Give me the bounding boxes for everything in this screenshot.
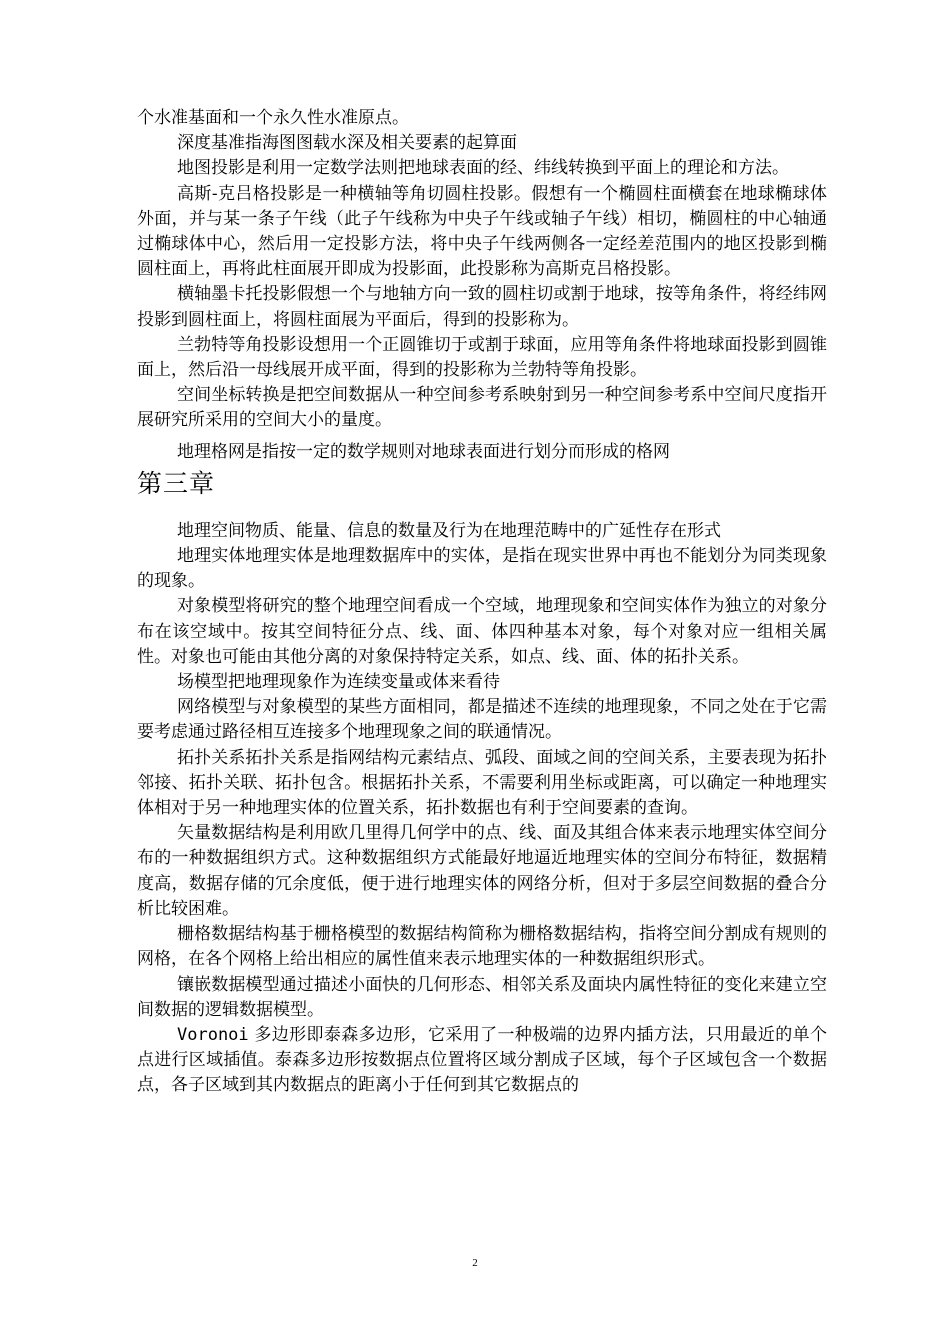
page-body [137, 106, 827, 1099]
paragraph: 地图投影是利用一定数学法则把地球表面的经、纬线转换到平面上的理论和方法。 [177, 158, 789, 179]
paragraph: 地理实体地理实体是地理数据库中的实体，是指在现实世界中再也不能划分为同类现象的现象。 [137, 546, 827, 592]
paragraph: 空间坐标转换是把空间数据从一种空间参考系映射到另一种空间参考系中空间尺度指开展研究所采用的空间大小的量度。 [137, 385, 827, 431]
paragraph: 横轴墨卡托投影假想一个与地轴方向一致的圆柱切或割于地球，按等角条件，将经纬网投影到圆柱面上，将圆柱面展为平面后，得到的投影称为。 [137, 284, 827, 330]
paragraph: 兰勃特等角投影设想用一个正圆锥切于或割于球面，应用等角条件将地球面投影到圆锥面上，然后沿一母线展开成平面，得到的投影称为兰勃特等角投影。 [137, 334, 827, 381]
paragraph: 地理空间物质、能量、信息的数量及行为在地理范畴中的广延性存在形式 [177, 520, 721, 541]
voronoi-term: Voronoi [177, 1024, 249, 1045]
paragraph: 矢量数据结构是利用欧几里得几何学中的点、线、面及其组合体来表示地理实体空间分布的一种数据组织方式。这种数据组织方式能最好地逼近地理实体的空间分布特征，数据精度高，数据存储的冗余度低，便于进行地理实体的网络分析，但对于多层空间数据的叠合分析比较困难。 [137, 823, 827, 919]
paragraph: 高斯-克吕格投影是一种横轴等角切圆柱投影。假想有一个椭圆柱面横套在地球椭球体外面，并与某一条子午线（此子午线称为中央子午线或轴子午线）相切，椭圆柱的中心轴通过椭球体中心，然后用一定投影方法，将中央子午线两侧各一定经差范围内的地区投影到椭圆柱面上，再将此柱面展开即成为投影面，此投影称为高斯克吕格投影。 [137, 183, 827, 280]
paragraph: 对象模型将研究的整个地理空间看成一个空域，地理现象和空间实体作为独立的对象分布在该空域中。按其空间特征分点、线、面、体四种基本对象，每个对象对应一组相关属性。对象也可能由其他分离的对象保持特定关系，如点、线、面、体的拓扑关系。 [137, 596, 827, 667]
page-number: 2 [472, 1257, 478, 1269]
paragraph: 镶嵌数据模型通过描述小面快的几何形态、相邻关系及面块内属性特征的变化来建立空间数据的逻辑数据模型。 [137, 974, 827, 1020]
paragraph: 深度基准指海图图载水深及相关要素的起算面 [177, 133, 517, 154]
paragraph-voronoi [137, 1023, 827, 1099]
paragraph: 栅格数据结构基于栅格模型的数据结构简称为栅格数据结构，指将空间分割成有规则的网格，在各个网格上给出相应的属性值来表示地理实体的一种数据组织形式。 [137, 924, 827, 970]
paragraph: 个水准基面和一个永久性水准原点。 [137, 108, 409, 128]
chapter-title: 第三章 [137, 468, 216, 498]
paragraph: 拓扑关系拓扑关系是指网结构元素结点、弧段、面域之间的空间关系，主要表现为拓扑邻接、拓扑关联、拓扑包含。根据拓扑关系，不需要利用坐标或距离，可以确定一种地理实体相对于另一种地理实体的位置关系，拓扑数据也有利于空间要素的查询。 [137, 747, 827, 819]
paragraph: 地理格网是指按一定的数学规则对地球表面进行划分而形成的格网 [177, 441, 670, 462]
paragraph: 场模型把地理现象作为连续变量或体来看待 [177, 672, 500, 693]
paragraph: 网络模型与对象模型的某些方面相同，都是描述不连续的地理现象，不同之处在于它需要考虑通过路径相互连接多个地理现象之间的联通情况。 [137, 697, 827, 743]
voronoi-text: 多边形即泰森多边形，它采用了一种极端的边界内插方法，只用最近的单个点进行区域插值。泰森多边形按数据点位置将区域分割成子区域，每个子区域包含一个数据点，各子区域到其内数据点的距离小于任何到其它数据点的 [137, 1024, 827, 1096]
